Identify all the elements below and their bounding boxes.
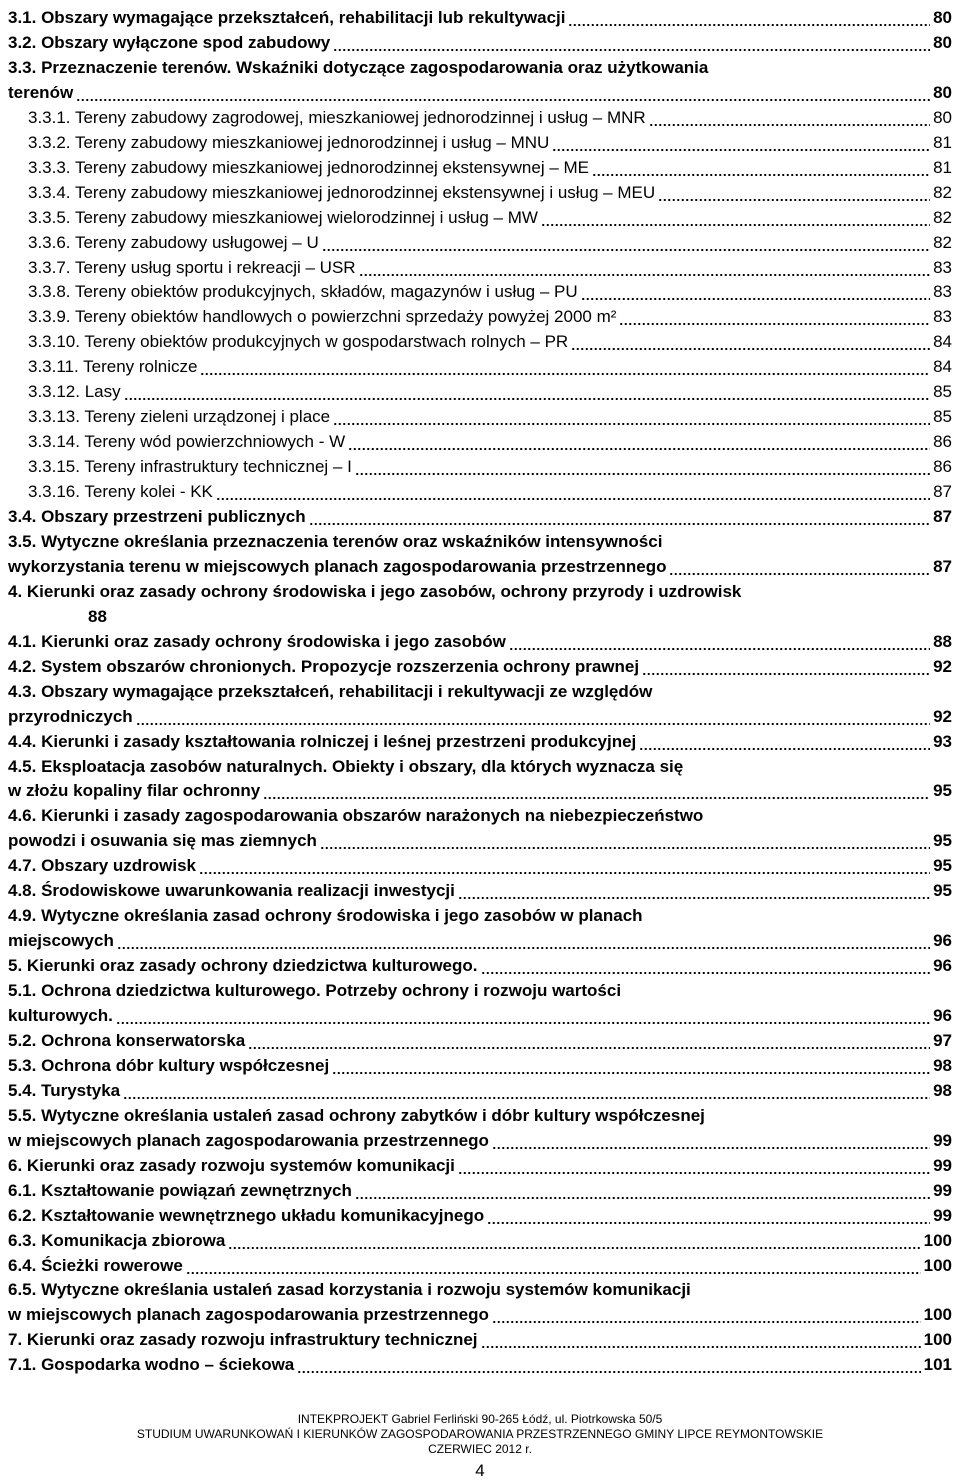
toc-entry-title: 4.4. Kierunki i zasady kształtowania rolniczej i leśnej przestrzeni produkcyjnej bbox=[8, 731, 637, 751]
toc-entry-page: 86 bbox=[933, 457, 952, 477]
toc-entry-title: 4. Kierunki oraz zasady ochrony środowiska i jego zasobów, ochrony przyrody i uzdrowisk bbox=[8, 581, 742, 601]
toc-entry-page: 92 bbox=[933, 706, 952, 726]
toc-entry-title: 3.3.12. Lasy bbox=[28, 382, 121, 402]
toc-entry[interactable] bbox=[8, 1278, 691, 1302]
toc-entry-page: 99 bbox=[933, 1130, 952, 1150]
toc-entry-page: 80 bbox=[933, 32, 952, 52]
toc-entry-title: 3.3.7. Tereny usług sportu i rekreacji – USR bbox=[28, 257, 356, 277]
toc-entry[interactable] bbox=[8, 979, 621, 1003]
toc-entry[interactable] bbox=[28, 231, 952, 255]
toc-entry[interactable] bbox=[8, 954, 952, 978]
toc-entry-page: 96 bbox=[933, 1006, 952, 1025]
toc-entry[interactable] bbox=[8, 1254, 952, 1278]
toc-entry-page: 95 bbox=[933, 781, 952, 801]
toc-entry-title: 4.7. Obszary uzdrowisk bbox=[8, 856, 197, 876]
dot-leader bbox=[481, 1328, 921, 1352]
toc-entry-title: powodzi i osuwania się mas ziemnych bbox=[8, 831, 317, 851]
dot-leader bbox=[458, 879, 930, 903]
dot-leader bbox=[649, 106, 930, 130]
toc-entry-title: 3.3.9. Tereny obiektów handlowych o powierzchni sprzedaży powyżej 2000 m² bbox=[28, 307, 617, 327]
toc-entry[interactable] bbox=[28, 305, 952, 329]
toc-entry-title: 3.5. Wytyczne określania przeznaczenia terenów oraz wskaźników intensywności bbox=[8, 531, 663, 551]
toc-entry-title: 5.4. Turystyka bbox=[8, 1080, 121, 1100]
toc-entry-title: 5. Kierunki oraz zasady ochrony dziedzictwa kulturowego. bbox=[8, 956, 478, 976]
toc-entry-page: 84 bbox=[933, 357, 952, 377]
toc-entry[interactable] bbox=[8, 56, 708, 80]
dot-leader bbox=[309, 505, 930, 529]
toc-entry-page: 81 bbox=[933, 157, 952, 177]
toc-entry[interactable] bbox=[8, 929, 952, 953]
toc-entry-title: 6.3. Komunikacja zbiorowa bbox=[8, 1230, 226, 1250]
dot-leader bbox=[658, 181, 930, 205]
toc-entry-page: 98 bbox=[933, 1055, 952, 1075]
toc-entry[interactable] bbox=[8, 1104, 705, 1128]
toc-entry-page: 99 bbox=[933, 1205, 952, 1225]
toc-entry[interactable] bbox=[8, 530, 662, 554]
toc-entry[interactable] bbox=[28, 156, 952, 180]
toc-entry-title: 5.3. Ochrona dóbr kultury współczesnej bbox=[8, 1055, 330, 1075]
toc-entry-title: 3.3.16. Tereny kolei - KK bbox=[28, 482, 213, 502]
toc-entry[interactable] bbox=[28, 206, 952, 230]
toc-entry-page: 97 bbox=[933, 1030, 952, 1050]
dot-leader bbox=[216, 480, 930, 504]
dot-leader bbox=[669, 555, 930, 579]
toc-entry[interactable] bbox=[28, 455, 952, 479]
dot-leader bbox=[571, 330, 930, 354]
toc-entry[interactable] bbox=[28, 405, 952, 429]
toc-entry-page: 81 bbox=[933, 132, 952, 152]
toc-entry[interactable] bbox=[8, 904, 643, 928]
toc-entry-title: 6.1. Kształtowanie powiązań zewnętrznych bbox=[8, 1180, 352, 1200]
toc-entry-title: w złożu kopaliny filar ochronny bbox=[8, 781, 261, 801]
toc-entry[interactable] bbox=[28, 330, 952, 354]
toc-entry-page: 93 bbox=[933, 731, 952, 751]
toc-entry[interactable] bbox=[8, 1154, 952, 1178]
toc-entry[interactable] bbox=[8, 1328, 952, 1352]
toc-entry-page: 88 bbox=[933, 631, 952, 651]
toc-entry-page: 80 bbox=[933, 82, 952, 102]
toc-entry-title: 6.5. Wytyczne określania ustaleń zasad korzystania i rozwoju systemów komunikacji bbox=[8, 1280, 691, 1300]
toc-entry[interactable] bbox=[8, 1204, 952, 1228]
dot-leader bbox=[116, 1004, 930, 1028]
toc-entry-title: 3.2. Obszary wyłączone spod zabudowy bbox=[8, 32, 331, 52]
dot-leader bbox=[200, 355, 930, 379]
toc-entry-title: 6.2. Kształtowanie wewnętrznego układu komunikacyjnego bbox=[8, 1205, 485, 1225]
toc-entry[interactable] bbox=[8, 505, 952, 529]
dot-leader bbox=[320, 829, 930, 853]
toc-entry-page: 96 bbox=[933, 956, 952, 976]
dot-leader bbox=[355, 1179, 930, 1203]
toc-entry[interactable] bbox=[28, 480, 952, 504]
toc-entry-title: 3.3.6. Tereny zabudowy usługowej – U bbox=[28, 232, 319, 252]
dot-leader bbox=[348, 430, 930, 454]
toc-entry-page: 95 bbox=[933, 856, 952, 876]
toc-entry[interactable] bbox=[8, 1029, 952, 1053]
dot-leader bbox=[76, 81, 930, 105]
dot-leader bbox=[355, 455, 930, 479]
dot-leader bbox=[117, 929, 930, 953]
toc-entry-page: 82 bbox=[933, 207, 952, 227]
toc-entry-page: 98 bbox=[933, 1080, 952, 1100]
dot-leader bbox=[136, 705, 930, 729]
toc-entry[interactable] bbox=[8, 630, 952, 654]
toc-entry-page: 87 bbox=[933, 556, 952, 576]
toc-entry[interactable] bbox=[8, 555, 952, 579]
dot-leader bbox=[248, 1029, 930, 1053]
toc-entry[interactable] bbox=[8, 730, 952, 754]
toc-entry-title: 3.3.11. Tereny rolnicze bbox=[28, 357, 198, 377]
dot-leader bbox=[541, 206, 930, 230]
toc-entry[interactable] bbox=[28, 355, 952, 379]
toc-entry-title: terenów bbox=[8, 82, 74, 102]
dot-leader bbox=[619, 305, 930, 329]
toc-entry-title: 3.1. Obszary wymagające przekształceń, rehabilitacji lub rekultywacji bbox=[8, 8, 566, 27]
toc-entry[interactable] bbox=[28, 106, 952, 130]
toc-entry[interactable] bbox=[28, 430, 952, 454]
dot-leader bbox=[552, 131, 930, 155]
toc-entry-page: 101 bbox=[923, 1355, 952, 1375]
toc-entry-title: miejscowych bbox=[8, 931, 114, 951]
dot-leader bbox=[333, 31, 930, 55]
toc-entry-page: 82 bbox=[933, 232, 952, 252]
toc-entry-page: 85 bbox=[933, 407, 952, 427]
toc-entry-title: 4.2. System obszarów chronionych. Propozycje rozszerzenia ochrony prawnej bbox=[8, 656, 640, 676]
dot-leader bbox=[642, 655, 930, 679]
toc-entry[interactable] bbox=[8, 755, 683, 779]
toc-entry-title: 4.9. Wytyczne określania zasad ochrony środowiska i jego zasobów w planach bbox=[8, 906, 643, 926]
page-number: 4 bbox=[475, 1461, 485, 1480]
toc-entry-title: 7.1. Gospodarka wodno – ściekowa bbox=[8, 1355, 295, 1375]
toc-entry-page: 100 bbox=[923, 1305, 952, 1325]
toc-entry-page: 84 bbox=[933, 332, 952, 352]
dot-leader bbox=[592, 156, 930, 180]
footer-date: CZERWIEC 2012 r. bbox=[428, 1442, 532, 1456]
toc-entry-page: 99 bbox=[933, 1180, 952, 1200]
toc-entry-title: 4.3. Obszary wymagające przekształceń, rehabilitacji i rekultywacji ze względów bbox=[8, 681, 653, 701]
toc-entry[interactable] bbox=[8, 31, 952, 55]
toc-entry[interactable] bbox=[8, 680, 652, 704]
footer-company: INTEKPROJEKT Gabriel Ferliński 90-265 Łódź, ul. Piotrkowska 50/5 bbox=[297, 1412, 663, 1426]
dot-leader bbox=[333, 405, 930, 429]
toc-entry-title: 3.3.5. Tereny zabudowy mieszkaniowej wielorodzinnej i usług – MW bbox=[28, 207, 538, 227]
toc-entry-page: 80 bbox=[933, 107, 952, 127]
toc-entry[interactable] bbox=[8, 580, 741, 604]
footer-document-title: STUDIUM UWARUNKOWAŃ I KIERUNKÓW ZAGOSPODAROWANIA PRZESTRZENNEGO GMINY LIPCE REYMONTOWSKIE bbox=[136, 1427, 824, 1441]
toc-entry-page: 83 bbox=[933, 282, 952, 302]
dot-leader bbox=[199, 854, 930, 878]
dot-leader bbox=[186, 1254, 921, 1278]
toc-entry-title: 4.1. Kierunki oraz zasady ochrony środowiska i jego zasobów bbox=[8, 631, 506, 651]
toc-entry[interactable] bbox=[8, 1353, 952, 1377]
dot-leader bbox=[322, 231, 930, 255]
toc-entry[interactable] bbox=[28, 256, 952, 280]
toc-entry-page: 100 bbox=[923, 1330, 952, 1350]
toc-entry-title: 4.6. Kierunki i zasady zagospodarowania obszarów narażonych na niebezpieczeństwo bbox=[8, 806, 704, 826]
toc-entry[interactable] bbox=[8, 1303, 952, 1327]
toc-entry-page: 80 bbox=[933, 8, 952, 27]
toc-entry[interactable] bbox=[8, 655, 952, 679]
toc-entry-title: 3.3.4. Tereny zabudowy mieszkaniowej jednorodzinnej ekstensywnej i usług – MEU bbox=[28, 182, 656, 202]
dot-leader bbox=[639, 730, 930, 754]
toc-entry[interactable] bbox=[8, 879, 952, 903]
toc-entry-page: 83 bbox=[933, 307, 952, 327]
dot-leader bbox=[123, 1079, 930, 1103]
toc-entry-title: 5.1. Ochrona dziedzictwa kulturowego. Potrzeby ochrony i rozwoju wartości bbox=[8, 981, 622, 1001]
toc-entry-page: 82 bbox=[933, 182, 952, 202]
toc-entry[interactable] bbox=[8, 1229, 952, 1253]
dot-leader bbox=[297, 1353, 920, 1377]
toc-entry[interactable] bbox=[28, 181, 952, 205]
toc-entry-page: 83 bbox=[933, 257, 952, 277]
dot-leader bbox=[359, 256, 931, 280]
toc-entry[interactable] bbox=[8, 804, 703, 828]
dot-leader bbox=[332, 1054, 930, 1078]
toc-entry-title: 3.3.8. Tereny obiektów produkcyjnych, składów, magazynów i usług – PU bbox=[28, 282, 578, 302]
toc-entry-page: 92 bbox=[933, 656, 952, 676]
toc-entry-title: 3.3. Przeznaczenie terenów. Wskaźniki dotyczące zagospodarowania oraz użytkowania bbox=[8, 57, 709, 77]
dot-leader bbox=[568, 6, 930, 30]
dot-leader bbox=[492, 1129, 930, 1153]
toc-entry[interactable] bbox=[8, 779, 952, 803]
toc-entry[interactable] bbox=[88, 605, 107, 629]
toc-entry[interactable] bbox=[8, 854, 952, 878]
toc-entry-title: 88 bbox=[88, 606, 107, 626]
toc-entry-title: 3.3.15. Tereny infrastruktury technicznej – I bbox=[28, 457, 352, 477]
toc-entry[interactable] bbox=[8, 1079, 952, 1103]
toc-entry-page: 87 bbox=[933, 507, 952, 526]
toc-entry-title: kulturowych. bbox=[8, 1006, 113, 1025]
toc-entry-page: 95 bbox=[933, 881, 952, 901]
toc-entry[interactable] bbox=[8, 705, 952, 729]
toc-entry-page: 86 bbox=[933, 432, 952, 452]
toc-entry-title: wykorzystania terenu w miejscowych planach zagospodarowania przestrzennego bbox=[8, 556, 667, 576]
toc-entry[interactable] bbox=[8, 1179, 952, 1203]
toc-entry-title: w miejscowych planach zagospodarowania przestrzennego bbox=[8, 1305, 489, 1325]
toc-entry-title: 3.4. Obszary przestrzeni publicznych bbox=[8, 507, 306, 526]
toc-entry-title: w miejscowych planach zagospodarowania przestrzennego bbox=[8, 1130, 489, 1150]
dot-leader bbox=[487, 1204, 930, 1228]
toc-entry-title: 5.2. Ochrona konserwatorska bbox=[8, 1030, 246, 1050]
toc-entry-title: 3.3.14. Tereny wód powierzchniowych - W bbox=[28, 432, 346, 452]
toc-entry[interactable] bbox=[28, 131, 952, 155]
toc-entry-page: 99 bbox=[933, 1155, 952, 1175]
toc-entry-title: 3.3.2. Tereny zabudowy mieszkaniowej jednorodzinnej i usług – MNU bbox=[28, 132, 550, 152]
dot-leader bbox=[458, 1154, 930, 1178]
toc-entry-title: przyrodniczych bbox=[8, 706, 133, 726]
toc-entry-title: 4.5. Eksploatacja zasobów naturalnych. Obiekty i obszary, dla których wyznacza się bbox=[8, 756, 684, 776]
toc-entry-title: 3.3.13. Tereny zieleni urządzonej i place bbox=[28, 407, 331, 427]
toc-entry-title: 3.3.3. Tereny zabudowy mieszkaniowej jednorodzinnej ekstensywnej – ME bbox=[28, 157, 589, 177]
page-footer bbox=[0, 1412, 960, 1481]
dot-leader bbox=[481, 954, 931, 978]
toc-entry[interactable] bbox=[8, 1054, 952, 1078]
toc-entry-title: 6. Kierunki oraz zasady rozwoju systemów komunikacji bbox=[8, 1155, 455, 1175]
dot-leader bbox=[228, 1229, 920, 1253]
toc-entry-title: 7. Kierunki oraz zasady rozwoju infrastruktury technicznej bbox=[8, 1330, 478, 1350]
toc-entry-title: 5.5. Wytyczne określania ustaleń zasad ochrony zabytków i dóbr kultury współczesnej bbox=[8, 1105, 705, 1125]
toc-entry[interactable] bbox=[8, 81, 952, 105]
toc-entry-page: 96 bbox=[933, 931, 952, 951]
toc-entry[interactable] bbox=[8, 1129, 952, 1153]
toc-entry-title: 6.4. Ścieżki rowerowe bbox=[8, 1255, 183, 1275]
toc-entry[interactable] bbox=[8, 829, 952, 853]
toc-entry-page: 100 bbox=[923, 1230, 952, 1250]
dot-leader bbox=[492, 1303, 921, 1327]
dot-leader bbox=[124, 380, 930, 404]
toc-entry-page: 87 bbox=[933, 482, 952, 502]
toc-entry[interactable] bbox=[28, 280, 952, 304]
toc-entry-page: 100 bbox=[923, 1255, 952, 1275]
dot-leader bbox=[509, 630, 930, 654]
toc-entry-page: 95 bbox=[933, 831, 952, 851]
toc-entry[interactable] bbox=[8, 1004, 952, 1028]
toc-entry-title: 3.3.10. Tereny obiektów produkcyjnych w gospodarstwach rolnych – PR bbox=[28, 332, 569, 352]
dot-leader bbox=[581, 280, 930, 304]
toc-entry-page: 85 bbox=[933, 382, 952, 402]
toc-entry-title: 3.3.1. Tereny zabudowy zagrodowej, mieszkaniowej jednorodzinnej i usług – MNR bbox=[28, 107, 646, 127]
toc-entry-title: 4.8. Środowiskowe uwarunkowania realizacji inwestycji bbox=[8, 881, 455, 901]
toc-entry[interactable] bbox=[28, 380, 952, 404]
dot-leader bbox=[263, 779, 930, 803]
toc-entry[interactable] bbox=[8, 6, 952, 30]
